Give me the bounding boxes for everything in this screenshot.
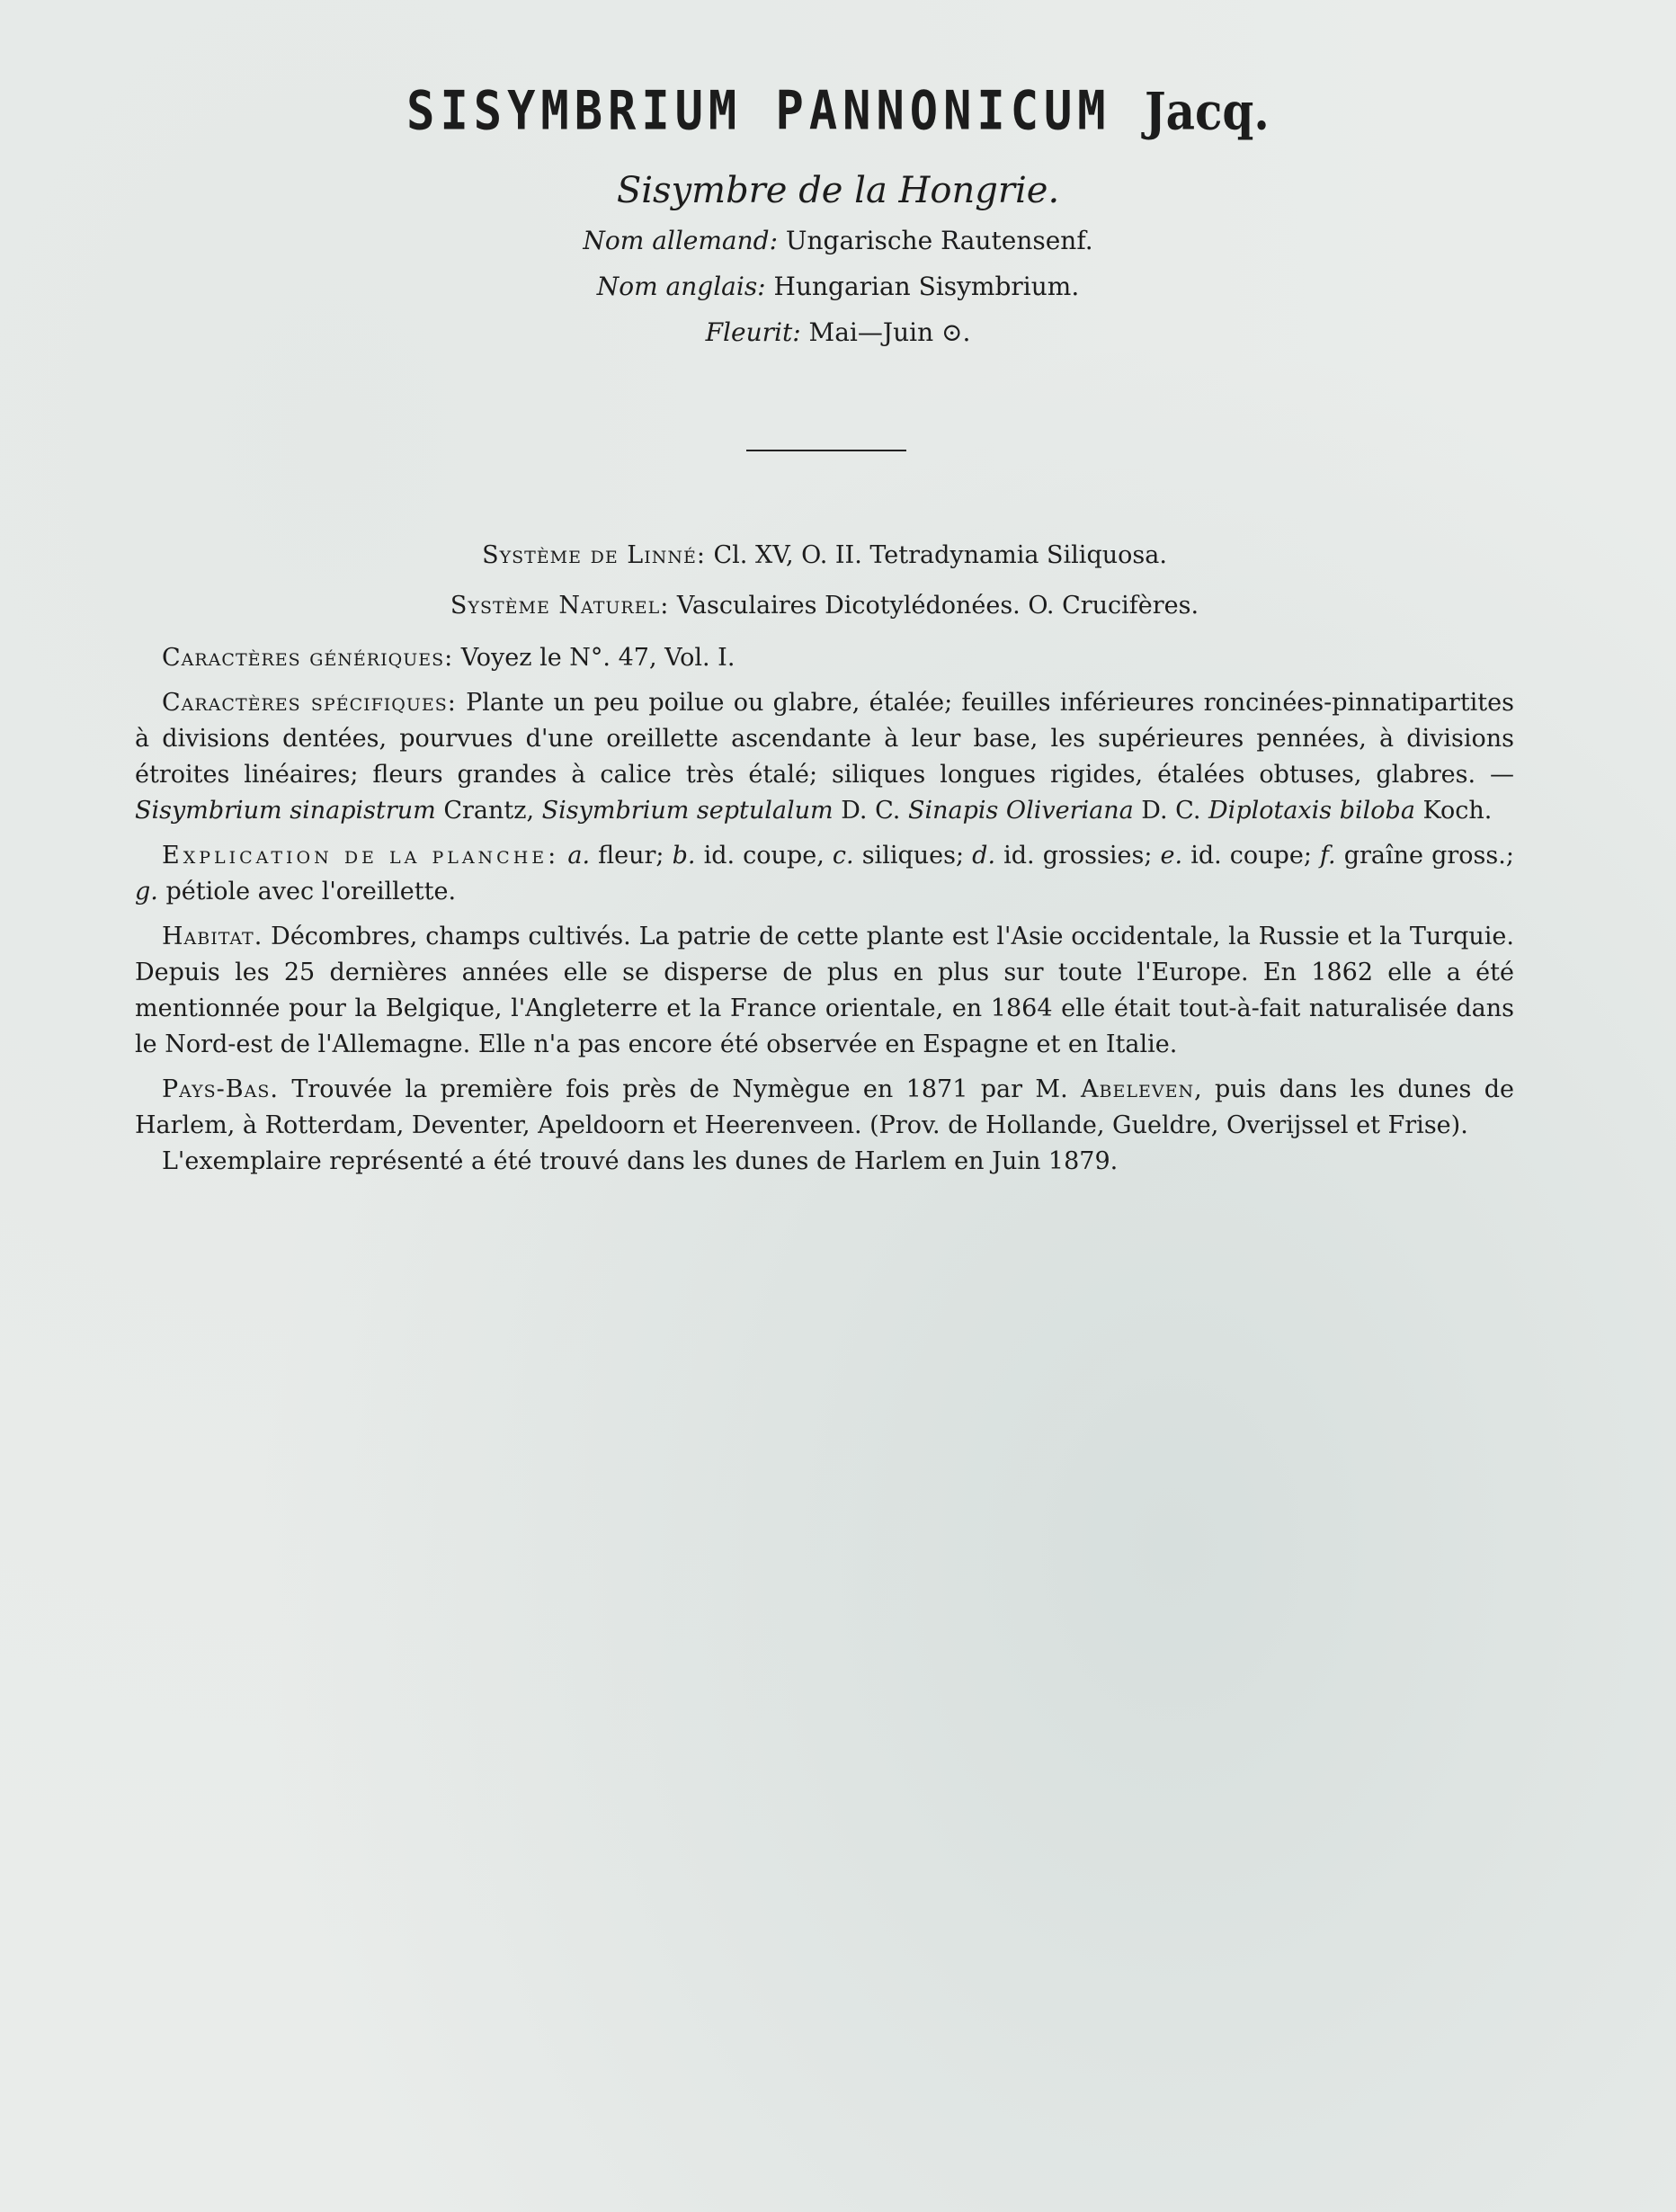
netherlands-text-after: , puis dans les dunes de Harlem, à Rotterdam, Deventer, Apeldoorn et Heerenveen. (Prov. de Hollande, Gueldre, Overijssel et Frise). — [135, 1075, 1514, 1139]
natural-system-value: Vasculaires Dicotylédonées. O. Crucifères. — [676, 592, 1199, 620]
english-name-line — [0, 263, 1676, 309]
habitat-paragraph — [135, 919, 1514, 1063]
flowering-value: Mai—Juin ⊙. — [808, 317, 971, 347]
netherlands-text-before: Trouvée la première fois près de Nymègue en 1871 par M. — [291, 1075, 1068, 1103]
specific-characters — [135, 685, 1514, 829]
generic-characters — [135, 640, 1514, 676]
german-name-line — [0, 218, 1676, 263]
plate-explanation-label: Explication de la planche: — [162, 842, 560, 870]
plate-explanation — [135, 838, 1514, 910]
linne-system-label: Système de Linné: — [482, 541, 706, 569]
synonym-3-author: D. C. — [1141, 797, 1201, 825]
natural-system-line — [135, 581, 1514, 631]
plate-key-a: a. — [567, 842, 591, 870]
english-name-label: Nom anglais: — [596, 272, 766, 301]
plate-text-d: id. grossies; — [1003, 842, 1153, 870]
specimen-note — [135, 1144, 1514, 1180]
plate-key-g: g. — [135, 878, 158, 905]
netherlands-paragraph — [135, 1072, 1514, 1144]
synonym-4-author: Koch. — [1422, 797, 1493, 825]
french-name: Sisymbre de la Hongrie. — [616, 170, 1060, 211]
divider-rule — [746, 450, 906, 451]
synonym-3: Sinapis Oliveriana — [907, 797, 1134, 825]
header — [0, 72, 1676, 355]
species-author: Jacq. — [1144, 80, 1270, 142]
plate-text-a: fleur; — [598, 842, 664, 870]
description-body — [135, 531, 1514, 1180]
specific-characters-text: Plante un peu poilue ou glabre, étalée; feuilles inférieures roncinées-pinnatipartites à divisions dentées, pourvues d'une oreillette ascendante à leur base, les supérieures pennées, à divisions étroites linéaires; fleurs grandes à calice très étalé; siliques longues rigides, étalées obtuses, glabres. — — [135, 689, 1514, 789]
synonym-1-author: Crantz, — [443, 797, 535, 825]
plate-text-c: siliques; — [861, 842, 965, 870]
synonym-2-author: D. C. — [841, 797, 901, 825]
synonym-1: Sisymbrium sinapistrum — [135, 797, 436, 825]
species-name: SISYMBRIUM PANNONICUM — [406, 80, 1111, 143]
synonym-4: Diplotaxis biloba — [1208, 797, 1415, 825]
species-title — [0, 66, 1676, 156]
natural-system-label: Système Naturel: — [450, 592, 670, 620]
collector-name: Abeleven — [1081, 1075, 1195, 1103]
habitat-label: Habitat. — [162, 923, 263, 950]
specimen-note-text: L'exemplaire représenté a été trouvé dans les dunes de Harlem en Juin 1879. — [162, 1147, 1119, 1175]
plate-key-b: b. — [672, 842, 696, 870]
german-name-label: Nom allemand: — [583, 226, 779, 255]
plate-key-d: d. — [972, 842, 996, 870]
linne-system-value: Cl. XV, O. II. Tetradynamia Siliquosa. — [713, 541, 1167, 569]
plate-text-b: id. coupe, — [703, 842, 825, 870]
plate-key-f: f. — [1320, 842, 1336, 870]
habitat-text: Décombres, champs cultivés. La patrie de cette plante est l'Asie occidentale, la Russie et la Turquie. Depuis les 25 dernières années elle se disperse de plus en plus sur toute l'Europe. En 1862 elle a été mentionnée pour la Belgique, l'Angleterre et la France orientale, en 1864 elle était tout-à-fait naturalisée dans le Nord-est de l'Allemagne. Elle n'a pas encore été observée en Espagne et en Italie. — [135, 923, 1514, 1058]
english-name-value: Hungarian Sisymbrium. — [773, 272, 1080, 301]
flowering-line — [0, 309, 1676, 355]
netherlands-label: Pays-Bas. — [162, 1075, 279, 1103]
plate-key-c: c. — [832, 842, 854, 870]
generic-characters-text: Voyez le N°. 47, Vol. I. — [460, 644, 735, 672]
plate-key-e: e. — [1160, 842, 1183, 870]
generic-characters-label: Caractères génériques: — [162, 644, 454, 672]
specific-characters-label: Caractères spécifiques: — [162, 689, 457, 717]
german-name-value: Ungarische Rautensenf. — [785, 226, 1093, 255]
plate-text-f: graîne gross.; — [1343, 842, 1514, 870]
plate-text-e: id. coupe; — [1190, 842, 1312, 870]
plate-text-g: pétiole avec l'oreillette. — [165, 878, 457, 905]
flowering-label: Fleurit: — [705, 317, 801, 347]
linne-system-line — [135, 531, 1514, 581]
synonym-2: Sisymbrium septulalum — [541, 797, 834, 825]
